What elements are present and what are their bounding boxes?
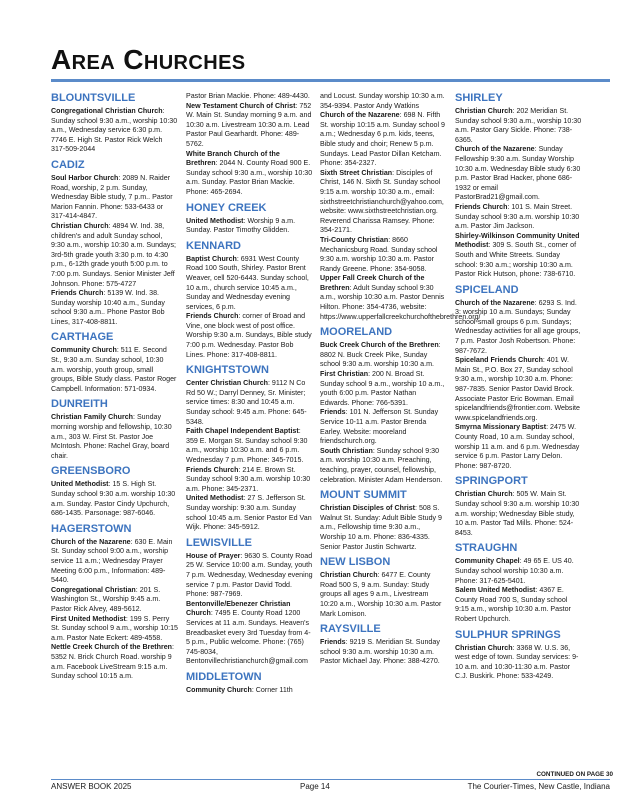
footer-publication: ANSWER BOOK 2025 (51, 782, 132, 791)
town-heading: MOORELAND (320, 326, 393, 339)
church-name: United Methodist (51, 480, 109, 489)
church-name: Church of the Nazarene (51, 537, 131, 546)
church-name: Church of the Nazarene (455, 298, 535, 307)
church-listing (320, 92, 447, 111)
church-name: Faith Chapel Independent Baptist (186, 427, 299, 436)
town-heading: DUNREITH (51, 398, 108, 411)
church-name: Friends (320, 408, 346, 417)
column-2 (186, 92, 313, 695)
church-details: : 202 Meridian St. Sunday school 9:30 a.m., worship 10:30 a.m. Pastor Gary Sickle. Phone: 738-6365. (455, 107, 582, 144)
church-listing (320, 274, 481, 322)
church-listing (320, 408, 447, 446)
church-listing (51, 586, 178, 615)
church-listing (186, 686, 313, 696)
church-details: : 9219 S. Meridian St. Sunday school 9:30 a.m. worship 10:30 a.m. Pastor Michael Jay. Phone: 388-4270. (320, 638, 440, 666)
church-listing (186, 600, 313, 667)
church-listing (455, 557, 582, 586)
church-name: Christian Church (455, 643, 513, 652)
church-listing (455, 356, 582, 423)
church-listing (186, 92, 313, 102)
column-4 (455, 92, 582, 682)
church-name: Friends Church (51, 289, 104, 298)
town-heading: SPICELAND (455, 283, 519, 296)
church-details: : 9630 S. County Road 25 W. Service 10:00 a.m. Sunday, youth 7 p.m. Wednesday, Wednesday evening service 7 p.m. Pastor David Todd. Phone: 987-7969. (186, 551, 313, 599)
church-name: White Branch Church of the Brethren (186, 149, 280, 168)
church-details: : 8660 Mechanicsburg Road. Sunday school 9:30 a.m. worship 10:30 a.m. Pastor Randy Greene. Phone: 354-9058. (320, 235, 438, 273)
church-name: Friends Church (186, 312, 239, 321)
church-details: : 4367 E. County Road 700 S, Sunday school 9:15 a.m., worship 10:30 a.m. Pastor Robert Upchurch. (455, 586, 571, 623)
church-name: House of Prayer (186, 551, 241, 560)
church-name: Shirley-Wilkinson Community United Methodist (455, 231, 580, 250)
church-details: : Sunday school 9:30 a.m., worship 10:30 a.m., Wednesday service 6:30 p.m. 7746 E. High St. Pastor Rick Welch 317-509-2044 (51, 107, 178, 154)
church-details: : 6293 S. Ind. 3: worship 10 a.m. Sundays; Sunday school-small groups 6 p.m. Sundays; Wednesday activities for all age groups, 7 p.m. Pastor Josh Robertson. Phone: 987-7672. (455, 298, 581, 355)
church-name: Friends Church (455, 202, 508, 211)
church-listing (455, 423, 582, 471)
church-listing (186, 255, 313, 313)
town-heading: SULPHUR SPRINGS (455, 628, 561, 641)
church-name: Christian Church (51, 221, 109, 230)
church-details: : 2089 N. Raider Road, worship, 2 p.m. Sunday, Wednesday Bible study, 7 p.m.. Pastor Marion Fannin. Phone: 533-6433 or 317-414-4847. (51, 173, 173, 221)
church-listing (51, 538, 178, 586)
church-details: : 101 N. Jefferson St. Sunday Service 10-11 a.m. Pastor Brenda Earley. Website: mooreland friendschurch.org. (320, 408, 439, 446)
church-listing (186, 379, 313, 427)
church-name: Bentonville/Ebenezer Christian Church (186, 599, 291, 618)
church-listing (320, 169, 447, 236)
footer-newspaper: The Courier-Times, New Castle, Indiana (467, 782, 610, 791)
church-details: : 752 W. Main St. Sunday morning 9 a.m. and 10:30 a.m. Livestream 10:30 a.m. Lead Pastor Paul Gearhardt. Phone: 489-5762. (186, 101, 312, 148)
town-heading: LEWISVILLE (186, 536, 252, 549)
church-details: : corner of Broad and Vine, one block west of post office. Worship 9:30 a.m. Sundays, Bible study 7:00 p.m. Wednesday. Pastor Bob Lines. Phone: 317-408-8811. (186, 312, 312, 359)
church-details: : 6477 E. County Road 500 S, 9 a.m. Sunday: Study groups all ages 9 a.m., Livestream 10:20 a.m., Worship 10:30 a.m. Pastor Mark Lomison. (320, 571, 442, 618)
church-details: : Sunday school 9:30 a.m. worship 10:30 a.m. Preaching, teaching, prayer, counsel, fellowship, celebration. Minister Adam Henderson. (320, 446, 443, 484)
church-details: : 199 S. Perry St. Sunday school 9 a.m., worship 10:15 a.m. Pastor Nate Eckert: 489-4558. (51, 614, 178, 642)
church-details: : 2044 N. County Road 900 E. Sunday school 9:30 a.m., worship 10:30 a.m. Sunday. Pastor Brian Mackie. Phone: 465-2694. (186, 159, 313, 196)
church-listing (186, 312, 313, 360)
church-details: : 698 N. Fifth St. worship 10:15 a.m. Sunday school 9 a.m.; Wednesday 6 p.m. kids, teens, Bible study and choir; Renew 5 p.m. Sundays. Lead Pastor Dillan Ketcham. Phone: 354-2327. (320, 111, 445, 168)
church-listing (455, 232, 582, 280)
church-listing (320, 504, 447, 552)
church-name: Congregational Christian Church (51, 107, 163, 115)
church-listing (51, 289, 178, 327)
church-listing (455, 107, 582, 145)
town-heading: HONEY CREEK (186, 201, 267, 214)
church-name: Nettle Creek Church of the Brethren (51, 643, 173, 652)
church-details: : Sunday Fellowship 9:30 a.m. Sunday Worship 10:30 a.m. Wednesday Bible study 6:30 p.m. Pastor Brad Hacker, phone 686-1932 or email PastorBrad21@gmail.com. (455, 145, 581, 202)
church-name: United Methodist (186, 216, 244, 225)
town-heading: MIDDLETOWN (186, 670, 262, 683)
church-name: Christian Family Church (51, 413, 133, 422)
church-details: : 2475 W. County Road, 10 a.m. Sunday school, worship 11 a.m. and 6 p.m. Wednesday service 6 p.m. Pastor Larry Delon. Phone: 987-8720. (455, 423, 580, 470)
church-details: : Disciples of Christ, 146 N. Sixth St. Sunday school 9:15 a.m. worship 10:30 a.m., email: sixthstreetchristianchurch@yahoo.com, website: www.sixthstreetchristian.org. Reverend Charissa Ramsey. Phone: 354-2171. (320, 168, 444, 235)
church-name: Christian Disciples of Christ (320, 504, 415, 513)
church-listing (320, 447, 447, 485)
church-name: Church of the Nazarene (455, 145, 535, 154)
church-details: : 505 W. Main St. Sunday school 9:30 a.m. worship 10:30 a.m. worship; Wednesday Bible study, 10 a.m. Pastor Tad Mills. Phone: 524-8453. (455, 490, 580, 537)
church-name: Community Church (51, 346, 117, 355)
town-heading: NEW LISBON (320, 556, 391, 569)
town-heading: MOUNT SUMMIT (320, 489, 407, 502)
church-details: : 401 W. Main St., P.O. Box 27, Sunday school 9:30 a.m., worship 10:30 a.m. Phone: 987-7835. Senior Pastor David Brock. Associate Pastor Eric Bowman. Email spicelandfriends@frontier.com. Website www.spicelandfriends.org. (455, 356, 580, 422)
church-details: : 8802 N. Buck Creek Pike, Sunday school 9:30 a.m. worship 10:30 a.m. (320, 341, 441, 369)
church-name: Congregational Christian (51, 585, 136, 594)
church-details: : 9112 N Co Rd 50 W.; Darryl Denney, Sr. Minister; service times: 8:30 and 10:45 a.m. Sunday school: 9:45 a.m. Phone: 645-5348. (186, 379, 307, 426)
church-details: : Sunday morning worship and fellowship, 10:30 a.m., 303 W. First St. Pastor Joe McIntosh. Phone: Rachel Gray, board chair. (51, 413, 172, 460)
town-heading: HAGERSTOWN (51, 522, 132, 535)
church-listing (51, 222, 178, 289)
town-heading: CADIZ (51, 158, 85, 171)
church-name: South Christian (320, 446, 373, 455)
church-name: Christian Church (320, 571, 378, 580)
town-heading: SHIRLEY (455, 92, 503, 104)
church-name: Center Christian Church (186, 379, 268, 388)
town-heading: RAYSVILLE (320, 623, 381, 636)
town-heading: STRAUGHN (455, 542, 518, 555)
church-listing (320, 111, 447, 169)
church-details: : Corner 11th (251, 685, 293, 694)
church-name: Christian Church (455, 490, 513, 499)
church-details: : Worship 9 a.m. Sunday. Pastor Timothy Glidden. (186, 216, 296, 235)
church-details: : 7495 E. County Road 1200 Services at 11 a.m. Sundays. Heaven's Breadbasket every 3rd Tuesday from 4-5 p.m., Public welcome. Phone: (765) 745-8034, Bentonvillechristianchurch@gmail.com (186, 609, 311, 666)
church-name: Upper Fall Creek Church of the Brethren (320, 274, 425, 292)
church-name: Salem United Methodist (455, 586, 536, 595)
church-name: Buck Creek Church of the Brethren (320, 341, 439, 350)
town-heading: BLOUNTSVILLE (51, 92, 136, 104)
church-listing (320, 341, 447, 370)
church-details: : 508 S. Walnut St. Sunday: Adult Bible Study 9 a.m., Fellowship time 9:30 a.m., Worship 10 a.m. Phone: 836-4335. Senior Pastor Justin Schwartz. (320, 504, 442, 551)
church-listing (186, 150, 313, 198)
church-name: Church of the Nazarene (320, 111, 400, 120)
church-name: Christian Church (455, 107, 513, 115)
footer-page-number: Page 14 (300, 782, 330, 791)
title-rule (51, 79, 610, 82)
church-listing (186, 466, 313, 495)
church-name: Tri-County Christian (320, 235, 389, 244)
church-listing (320, 571, 447, 619)
church-details: : 200 N. Broad St. Sunday school 9 a.m., worship 10 a.m., youth 6:00 p.m. Pastor Nathan Edwards. Phone: 766-5391. (320, 370, 445, 407)
church-listing (51, 480, 178, 518)
town-heading: KNIGHTSTOWN (186, 364, 269, 377)
church-listing (186, 494, 313, 532)
church-details: : Adult Sunday school 9:30 a.m., worship 10:30 a.m. Pastor Dennis Hilton. Phone: 354-4736, website: https://www.upperfallcreekchurchofthebrethren.org/ (320, 283, 481, 321)
church-details: : 49 65 E. US 40. Sunday school worship 10:30 a.m. Phone: 317-625-5401. (455, 557, 574, 585)
church-details: : 309 S. South St., corner of South and White Streets. Sunday school: 9:30 a.m.; worship 10:30 a.m. Pastor Rick Hutson, phone: 738-6710. (455, 241, 577, 279)
church-listing (455, 203, 582, 232)
church-listing (51, 346, 178, 394)
church-listing (51, 615, 178, 644)
church-name: Smyrna Missionary Baptist (455, 423, 547, 432)
church-details: : 15 S. High St. Sunday school 9:30 a.m. worship 10:30 a.m. Sunday. Pastor Cindy Upchurch, 686-1435. Parsonage: 987-6046. (51, 480, 176, 518)
church-details: : 6931 West County Road 100 South, Shirley. Pastor Brent Weaver, cell 520-6443. Sunday school, 10 a.m., church service 10:45 a.m., Sunday and Wednesday evening services, 6 p.m. (186, 254, 309, 311)
church-details: : 201 S. Washington St., Worship 9:45 a.m. Pastor Rick Alvey, 489-5612. (51, 585, 161, 613)
church-details: : 5352 N. Brick Church Road. worship 9 a.m. Facebook LiveStream 9:15 a.m. Sunday school 10:15 a.m. (51, 643, 174, 681)
church-name: Sixth Street Christian (320, 168, 393, 177)
church-details: : 214 E. Brown St. Sunday school 9:30 a.m. worship 10:30 a.m. Phone: 345-2371. (186, 465, 311, 493)
town-heading: KENNARD (186, 239, 241, 252)
page-title: Area Churches (51, 44, 246, 75)
church-details: : 3368 W. U.S. 36, west edge of town. Sunday services: 9-10 a.m. and 10:30-11:30 a.m. Pastor C.J. Buskirk. Phone: 533-4249. (455, 643, 579, 681)
church-details: : 511 E. Second St., 9:30 a.m. Sunday school, 10:30 a.m. worship, youth group, small groups, Bible Study class. Pastor Roger Campbell. Information: 571-0934. (51, 346, 177, 393)
church-details: : 5139 W. Ind. 38. Sunday worship 10:40 a.m., Sunday school 9:30 a.m.. Phone Pastor Bob Lines, 317-408-8811. (51, 289, 165, 326)
church-name: First Christian (320, 370, 369, 379)
church-details: : 630 E. Main St. Sunday school 9:00 a.m., worship service 11 a.m.; Wednesday Prayer Meeting 6:00 p.m., Information: 489-5440. (51, 537, 173, 585)
church-listing (455, 299, 582, 357)
church-listing (186, 552, 313, 600)
church-listing (455, 145, 582, 203)
church-name: First United Methodist (51, 614, 126, 623)
column-1 (51, 92, 178, 682)
church-name: Community Chapel (455, 557, 520, 566)
church-details: and Locust. Sunday worship 10:30 a.m. 354-9394. Pastor Andy Watkins (320, 92, 445, 110)
church-name: Baptist Church (186, 254, 237, 263)
church-details: Pastor Brian Mackie. Phone: 489-4430. (186, 92, 310, 100)
church-listing (51, 107, 178, 155)
church-listing (51, 174, 178, 222)
church-listing (320, 638, 447, 667)
church-listing (455, 490, 582, 538)
church-listing (455, 586, 582, 624)
church-name: New Testament Church of Christ (186, 101, 296, 110)
church-details: : 359 E. Morgan St. Sunday school 9:30 a.m., worship 10:30 a.m. and 6 p.m. Wednesday 7 p.m. Phone: 345-7015. (186, 427, 308, 464)
church-listing (320, 370, 447, 408)
church-listing (186, 102, 313, 150)
church-listing (320, 236, 447, 274)
church-name: Friends Church (186, 465, 239, 474)
church-details: : 27 S. Jefferson St. Sunday worship: 9:30 a.m. Sunday school 10:45 a.m. Senior Pastor Ed Van Wijk. Phone: 345-5912. (186, 494, 312, 532)
church-listing (51, 413, 178, 461)
town-heading: SPRINGPORT (455, 475, 528, 488)
church-name: Soul Harbor Church (51, 173, 119, 182)
church-listing (455, 644, 582, 682)
footer-rule (51, 779, 610, 780)
church-name: Friends (320, 638, 346, 647)
town-heading: CARTHAGE (51, 331, 114, 344)
church-name: United Methodist (186, 494, 244, 503)
continued-note: CONTINUED ON PAGE 30 (536, 771, 613, 778)
church-listing (186, 427, 313, 465)
church-listing (51, 643, 178, 681)
church-details: : 101 S. Main Street. Sunday school 9:30 a.m. worship 10:30 a.m. Pastor Jim Jackson. (455, 202, 580, 231)
church-listing (186, 217, 313, 236)
church-name: Community Church (186, 685, 252, 694)
church-name: Spiceland Friends Church (455, 356, 543, 365)
town-heading: GREENSBORO (51, 465, 131, 478)
church-details: : 4894 W. Ind. 38, children's and adult Sunday school, 9:30 a.m., worship 10:30 a.m. Sundays; 3rd-5th grade youth 3:30 p.m. to 4:30 p.m., 6-12th grade youth 5:00 p.m. to 7:00 p.m. Sundays. Senior Minister Jeff Johnson. Phone: 575-4727 (51, 221, 176, 288)
